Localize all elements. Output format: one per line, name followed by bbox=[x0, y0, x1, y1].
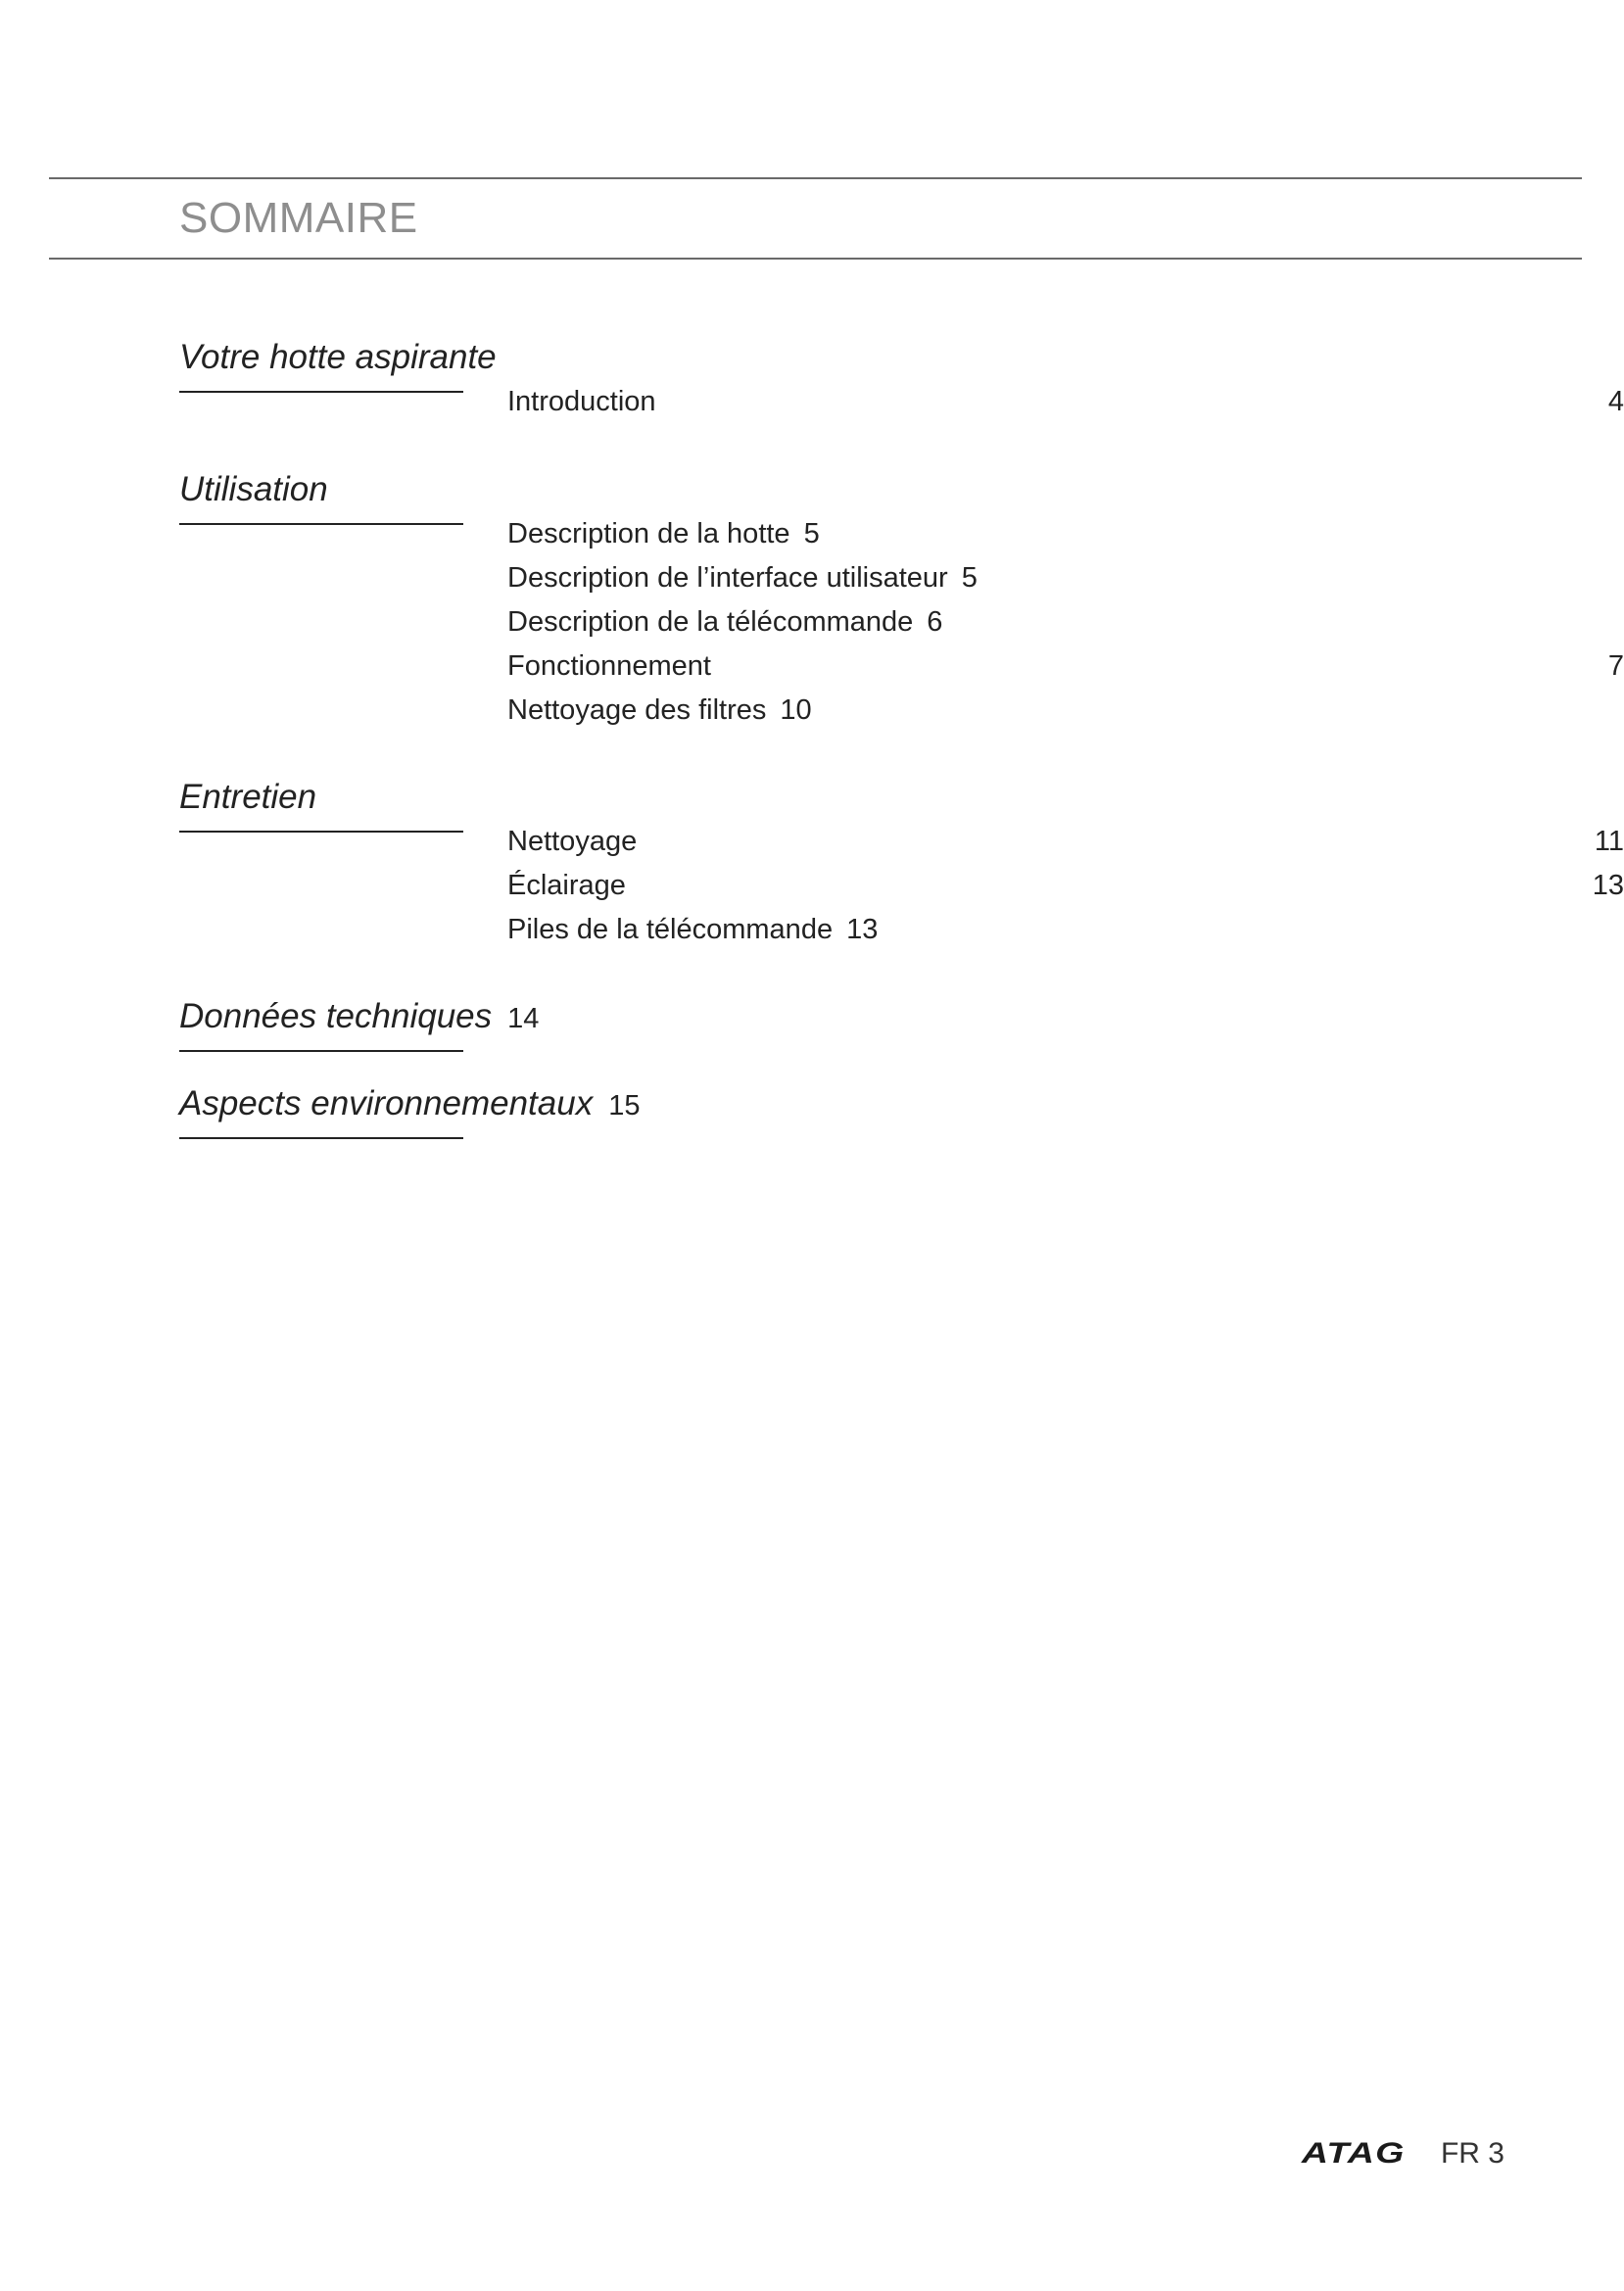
toc-entry-page: 7 bbox=[1607, 650, 1624, 682]
toc-entry-label: Nettoyage bbox=[507, 826, 638, 857]
section-heading[interactable] bbox=[179, 468, 1453, 511]
section-heading[interactable] bbox=[179, 995, 1453, 1040]
toc-entry-label: Nettoyage des filtres bbox=[507, 694, 767, 726]
toc-entries bbox=[507, 820, 1624, 952]
section-heading-text: Votre hotte aspirante bbox=[179, 338, 497, 376]
toc-entry-nettoyage-filtres[interactable] bbox=[507, 689, 1624, 733]
header-rule-bottom bbox=[49, 258, 1582, 260]
header-rule-top bbox=[49, 177, 1582, 179]
brand-logo: ATAG bbox=[1302, 2137, 1406, 2170]
toc-section-utilisation bbox=[179, 468, 1624, 726]
toc-entry-description-hotte[interactable] bbox=[507, 512, 1624, 556]
toc-entry-label: Description de la télécommande bbox=[507, 606, 914, 638]
toc-entry-eclairage[interactable] bbox=[507, 864, 1624, 908]
toc-entry-label: Description de l’interface utilisateur bbox=[507, 562, 948, 594]
toc-entry-label: Description de la hotte bbox=[507, 518, 790, 549]
toc-entry-page: 13 bbox=[1592, 870, 1624, 901]
toc-entry-fonctionnement[interactable] bbox=[507, 644, 1624, 689]
section-heading[interactable] bbox=[179, 776, 1453, 819]
page-number-label: FR 3 bbox=[1440, 2137, 1505, 2170]
toc-section-donnees-techniques bbox=[179, 995, 1453, 1040]
toc-entry-page: 5 bbox=[803, 518, 820, 549]
section-heading[interactable] bbox=[179, 336, 1453, 379]
toc-entry-label: Piles de la télécommande bbox=[507, 914, 834, 945]
toc-section-entretien bbox=[179, 776, 1624, 945]
toc-entry-label: Éclairage bbox=[507, 870, 626, 901]
toc-entry-label: Introduction bbox=[507, 386, 656, 417]
toc-entry-introduction[interactable] bbox=[507, 380, 1624, 424]
section-underline bbox=[179, 1137, 463, 1139]
section-heading-text: Entretien bbox=[179, 778, 317, 816]
toc-entry-page: 10 bbox=[780, 694, 812, 726]
section-page-number: 14 bbox=[507, 1003, 540, 1034]
toc-entry-page: 11 bbox=[1594, 826, 1624, 857]
toc-entry-description-interface[interactable] bbox=[507, 556, 1624, 600]
toc-entry-piles-telecommande[interactable] bbox=[507, 908, 1624, 952]
toc-entry-description-telecommande[interactable] bbox=[507, 600, 1624, 644]
section-page-number: 15 bbox=[608, 1090, 641, 1122]
section-underline bbox=[179, 1050, 463, 1052]
section-underline bbox=[179, 391, 463, 393]
toc-entry-label: Fonctionnement bbox=[507, 650, 711, 682]
section-underline bbox=[179, 831, 463, 833]
page-footer bbox=[1302, 2137, 1505, 2171]
toc-section-votre-hotte bbox=[179, 336, 1624, 417]
toc-entry-page: 6 bbox=[927, 606, 943, 638]
toc-entry-page: 13 bbox=[846, 914, 879, 945]
toc-entries bbox=[507, 380, 1624, 424]
section-underline bbox=[179, 523, 463, 525]
toc-section-aspects-environnementaux bbox=[179, 1082, 1453, 1127]
toc-entry-nettoyage[interactable] bbox=[507, 820, 1624, 864]
page-title: SOMMAIRE bbox=[179, 194, 418, 242]
toc-entry-page: 5 bbox=[961, 562, 978, 594]
section-heading-text: Aspects environnementaux bbox=[179, 1084, 594, 1122]
section-heading[interactable] bbox=[179, 1082, 1453, 1127]
section-heading-text: Données techniques bbox=[179, 997, 493, 1035]
toc-entry-page: 4 bbox=[1607, 386, 1624, 417]
toc-entries bbox=[507, 512, 1624, 733]
section-heading-text: Utilisation bbox=[179, 470, 328, 508]
